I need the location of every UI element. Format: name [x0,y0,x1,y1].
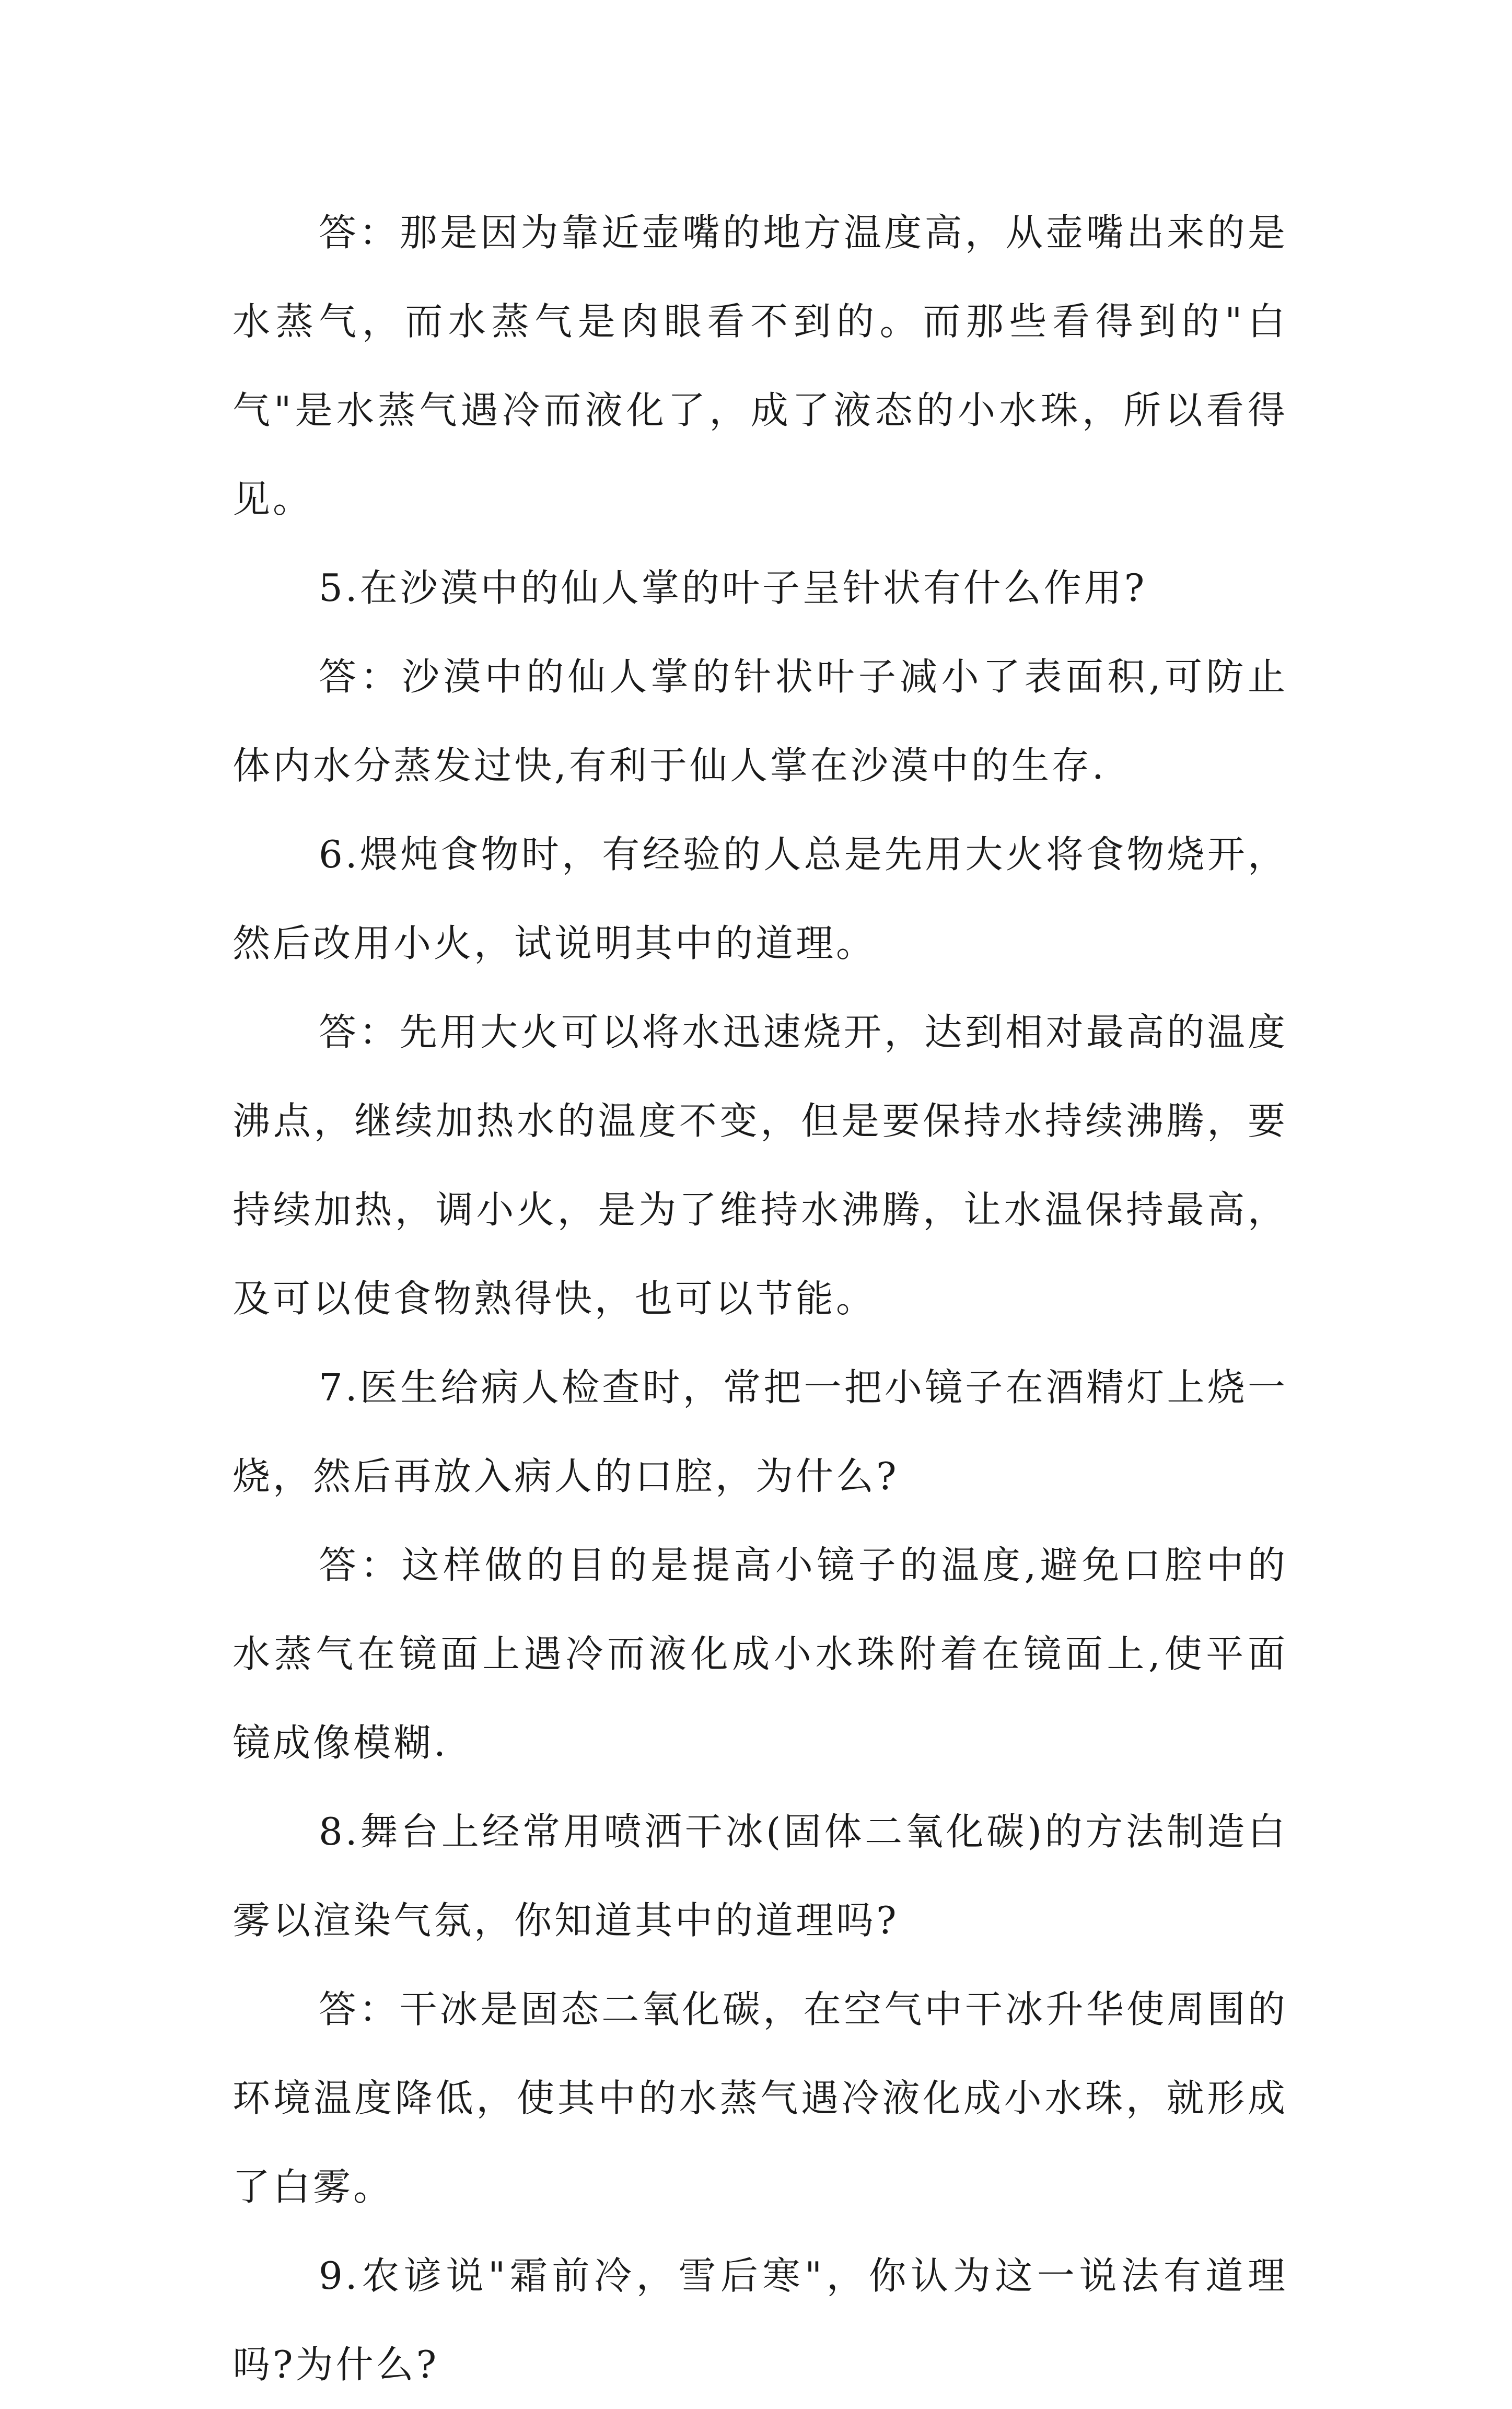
answer-paragraph: 答：那是因为靠近壶嘴的地方温度高，从壶嘴出来的是水蒸气，而水蒸气是肉眼看不到的。而那些看得到的"白气"是水蒸气遇冷而液化了，成了液态的小水珠，所以看得见。 [232,211,1288,521]
answer-paragraph: 答：沙漠中的仙人掌的针状叶子减小了表面积,可防止体内水分蒸发过快,有利于仙人掌在沙漠中的生存. [232,655,1288,787]
document-body [232,188,1288,2409]
question-paragraph: 6.煨炖食物时，有经验的人总是先用大火将食物烧开，然后改用小火，试说明其中的道理。 [232,832,1288,965]
answer-paragraph: 答：这样做的目的是提高小镜子的温度,避免口腔中的水蒸气在镜面上遇冷而液化成小水珠附着在镜面上,使平面镜成像模糊. [232,1543,1288,1765]
question-paragraph: 9.农谚说"霜前冷，雪后寒"，你认为这一说法有道理吗?为什么? [232,2254,1288,2387]
question-paragraph: 7.医生给病人检查时，常把一把小镜子在酒精灯上烧一烧，然后再放入病人的口腔，为什么? [232,1365,1288,1498]
answer-paragraph: 答：干冰是固态二氧化碳，在空气中干冰升华使周围的环境温度降低，使其中的水蒸气遇冷液化成小水珠，就形成了白雾。 [232,1987,1288,2209]
question-paragraph: 8.舞台上经常用喷洒干冰(固体二氧化碳)的方法制造白雾以渲染气氛，你知道其中的道理吗? [232,1810,1288,1942]
question-paragraph: 5.在沙漠中的仙人掌的叶子呈针状有什么作用? [319,566,1147,610]
answer-paragraph: 答：先用大火可以将水迅速烧开，达到相对最高的温度沸点，继续加热水的温度不变，但是要保持水持续沸腾，要持续加热，调小火，是为了维持水沸腾，让水温保持最高，及可以使食物熟得快，也可以节能。 [232,1010,1288,1321]
